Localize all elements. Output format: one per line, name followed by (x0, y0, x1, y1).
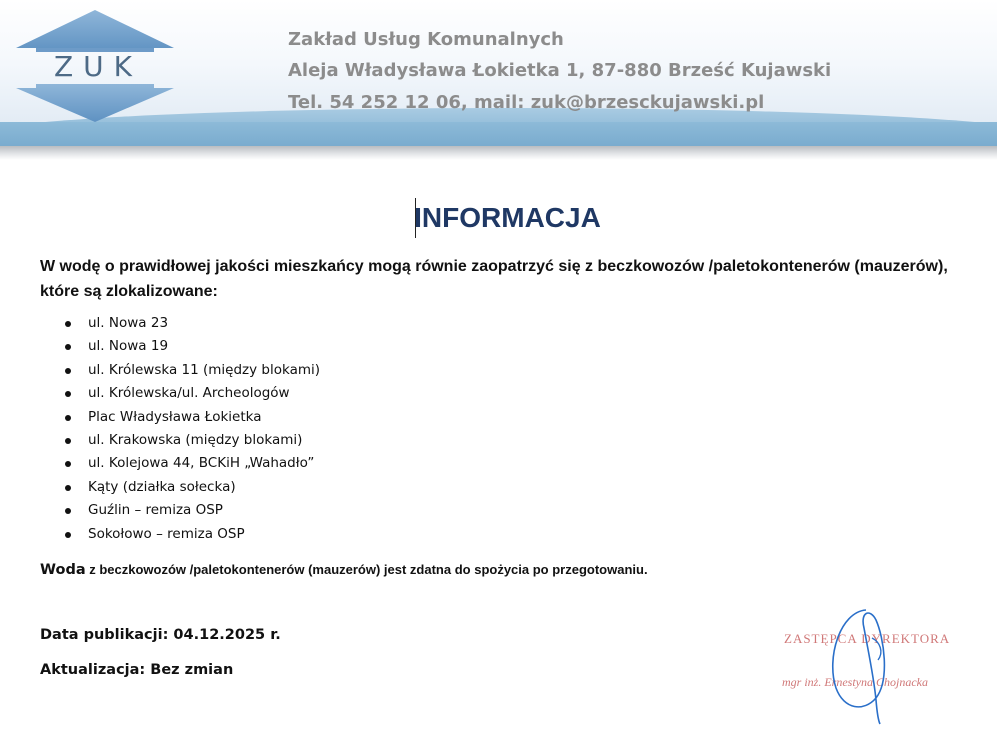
note-text: z beczkowozów /paletokontenerów (mauzerów) jest zdatna do spożycia po przegotowaniu. (85, 562, 648, 577)
org-contact: Tel. 54 252 12 06, mail: zuk@brzesckujawski.pl (288, 92, 765, 113)
update-status: Aktualizacja: Bez zmian (40, 662, 234, 678)
list-item: ul. Nowa 19 (62, 335, 320, 358)
locations-list (62, 312, 320, 546)
intro-paragraph: W wodę o prawidłowej jakości mieszkańcy mogą równie zaopatrzyć się z beczkowozów /paletokontenerów (mauzerów), które są zlokalizowane: (40, 258, 948, 300)
stamp-title: ZASTĘPCA DYREKTORA (784, 631, 951, 646)
list-item: ul. Królewska/ul. Archeologów (62, 382, 320, 405)
official-stamp (780, 598, 980, 728)
banner-shadow (0, 146, 997, 160)
publication-date: Data publikacji: 04.12.2025 r. (40, 627, 281, 643)
logo-text: ZUK (54, 50, 143, 83)
org-address: Aleja Władysława Łokietka 1, 87-880 Brześć Kujawski (288, 60, 832, 81)
drinking-note (40, 562, 648, 578)
list-item: ul. Nowa 23 (62, 312, 320, 335)
list-item: Guźlin – remiza OSP (62, 499, 320, 522)
list-item: Kąty (działka sołecka) (62, 476, 320, 499)
letterhead-banner (0, 0, 997, 160)
document-title: INFORMACJA (414, 202, 601, 233)
stamp-name: mgr inż. Ernestyna Chojnacka (782, 675, 928, 689)
list-item: Sokołowo – remiza OSP (62, 523, 320, 546)
note-lead: Woda (40, 562, 86, 578)
signature-icon (780, 598, 980, 728)
org-name: Zakład Usług Komunalnych (288, 29, 564, 50)
list-item: ul. Krakowska (między blokami) (62, 429, 320, 452)
list-item: Plac Władysława Łokietka (62, 406, 320, 429)
list-item: ul. Kolejowa 44, BCKiH „Wahadło” (62, 452, 320, 475)
list-item: ul. Królewska 11 (między blokami) (62, 359, 320, 382)
